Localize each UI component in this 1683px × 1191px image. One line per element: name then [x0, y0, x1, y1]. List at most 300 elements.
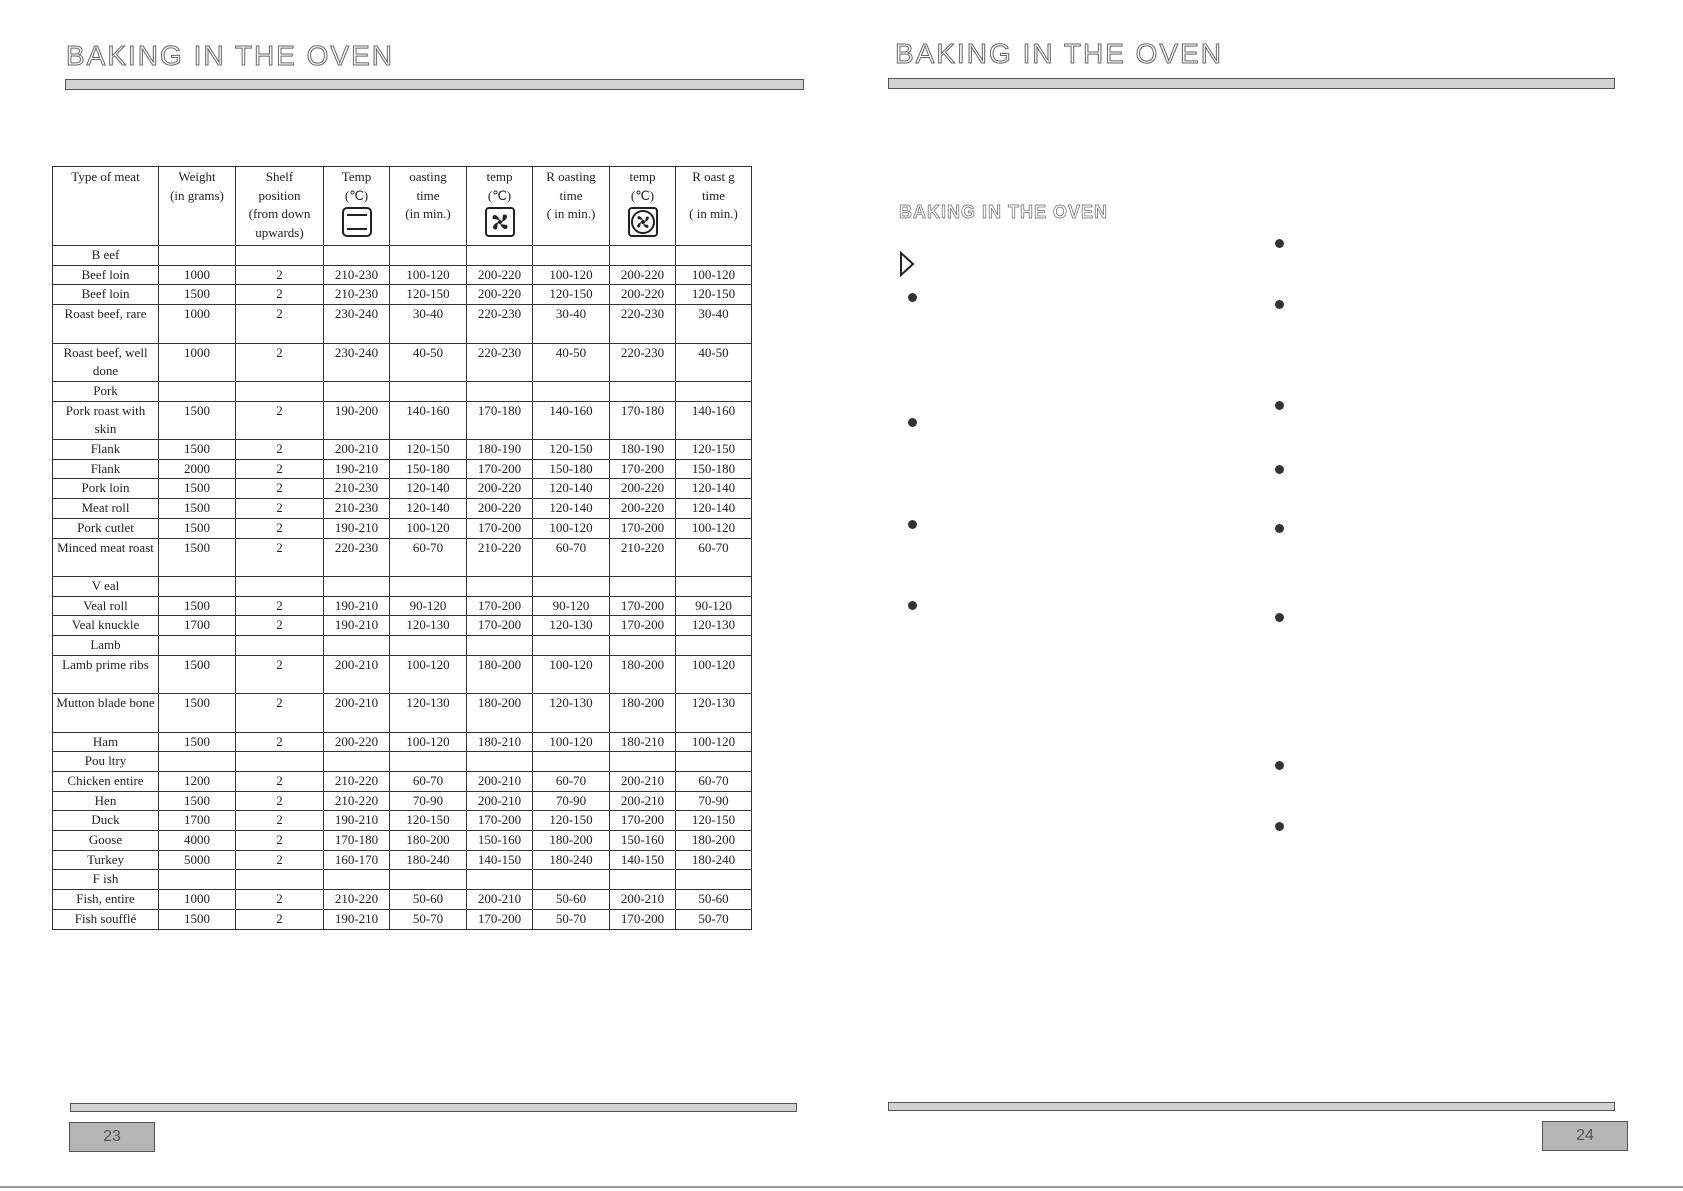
table-row: [53, 479, 752, 499]
column-header: [53, 167, 159, 246]
empty-cell: [533, 576, 610, 596]
table-cell: 210-230: [324, 285, 390, 305]
table-row: [53, 265, 752, 285]
table-cell: 170-200: [610, 596, 676, 616]
meat-type-cell: Flank: [53, 440, 159, 460]
empty-cell: [610, 576, 676, 596]
table-cell: 2: [236, 459, 324, 479]
table-row: [53, 890, 752, 910]
meat-type-cell: Beef loin: [53, 265, 159, 285]
category-row: [53, 870, 752, 890]
table-cell: 2: [236, 401, 324, 439]
table-cell: 200-210: [467, 771, 533, 791]
table-cell: 2: [236, 479, 324, 499]
category-label: Pork: [53, 381, 159, 401]
empty-cell: [236, 246, 324, 266]
table-cell: 150-180: [676, 459, 752, 479]
table-cell: 2: [236, 771, 324, 791]
table-cell: 70-90: [390, 791, 467, 811]
table-cell: 120-130: [390, 694, 467, 732]
table-cell: 120-130: [676, 616, 752, 636]
empty-cell: [236, 381, 324, 401]
empty-cell: [159, 381, 236, 401]
table-cell: 1500: [159, 791, 236, 811]
table-cell: 200-210: [610, 890, 676, 910]
empty-cell: [236, 870, 324, 890]
column-header-text: (from down: [248, 206, 311, 222]
column-header-text: (℃): [344, 187, 369, 203]
table-cell: 2: [236, 890, 324, 910]
table-cell: 1500: [159, 655, 236, 693]
title-divider-right: [888, 78, 1615, 89]
table-row: [53, 732, 752, 752]
table-cell: 220-230: [610, 343, 676, 381]
table-cell: 200-220: [467, 479, 533, 499]
table-cell: 120-150: [533, 285, 610, 305]
bullet-icon: [908, 601, 917, 610]
table-cell: 120-130: [676, 694, 752, 732]
column-header-text: R oasting: [546, 169, 596, 184]
table-cell: 120-150: [390, 285, 467, 305]
table-cell: 220-230: [610, 305, 676, 343]
table-cell: 60-70: [676, 771, 752, 791]
table-cell: 140-150: [610, 850, 676, 870]
table-cell: 180-190: [610, 440, 676, 460]
table-row: [53, 771, 752, 791]
table-row: [53, 655, 752, 693]
empty-cell: [390, 246, 467, 266]
table-cell: 140-150: [467, 850, 533, 870]
table-cell: 120-130: [533, 694, 610, 732]
table-cell: 1700: [159, 616, 236, 636]
empty-cell: [324, 381, 390, 401]
table-cell: 100-120: [390, 732, 467, 752]
table-cell: 150-160: [610, 831, 676, 851]
column-header: [390, 167, 467, 246]
table-cell: 170-200: [610, 811, 676, 831]
meat-type-cell: Pork cutlet: [53, 518, 159, 538]
table-cell: 200-220: [467, 285, 533, 305]
empty-cell: [159, 576, 236, 596]
table-cell: 200-220: [467, 499, 533, 519]
table-cell: 1700: [159, 811, 236, 831]
bullet-icon: [1275, 822, 1284, 831]
meat-type-cell: Hen: [53, 791, 159, 811]
empty-cell: [676, 381, 752, 401]
table-cell: 100-120: [676, 655, 752, 693]
table-row: [53, 305, 752, 343]
meat-type-cell: Minced meat roast: [53, 538, 159, 576]
table-cell: 50-70: [390, 909, 467, 929]
category-label: B eef: [53, 246, 159, 266]
table-cell: 60-70: [390, 771, 467, 791]
table-cell: 30-40: [533, 305, 610, 343]
table-cell: 200-210: [324, 440, 390, 460]
meat-type-cell: Meat roll: [53, 499, 159, 519]
table-row: [53, 811, 752, 831]
table-cell: 170-200: [467, 459, 533, 479]
table-cell: 50-70: [676, 909, 752, 929]
empty-cell: [324, 576, 390, 596]
table-cell: 220-230: [467, 343, 533, 381]
empty-cell: [236, 752, 324, 772]
empty-cell: [610, 752, 676, 772]
table-cell: 120-130: [533, 616, 610, 636]
table-cell: 40-50: [390, 343, 467, 381]
empty-cell: [467, 752, 533, 772]
meat-type-cell: Chicken entire: [53, 771, 159, 791]
table-cell: 120-150: [676, 440, 752, 460]
column-header-text: (in min.): [405, 206, 451, 222]
table-cell: 2: [236, 831, 324, 851]
column-header-text: oasting: [409, 169, 447, 184]
table-cell: 210-220: [324, 771, 390, 791]
fan-icon: [469, 207, 530, 243]
table-cell: 120-130: [390, 616, 467, 636]
table-cell: 230-240: [324, 305, 390, 343]
table-row: [53, 343, 752, 381]
table-cell: 220-230: [324, 538, 390, 576]
empty-cell: [610, 636, 676, 656]
table-cell: 1000: [159, 343, 236, 381]
meat-type-cell: Turkey: [53, 850, 159, 870]
table-cell: 90-120: [533, 596, 610, 616]
category-row: [53, 576, 752, 596]
page-title-right: BAKING IN THE OVEN: [895, 38, 1223, 69]
empty-cell: [676, 870, 752, 890]
table-cell: 120-140: [390, 499, 467, 519]
category-row: [53, 752, 752, 772]
table-cell: 140-160: [533, 401, 610, 439]
table-cell: 30-40: [676, 305, 752, 343]
bullet-icon: [1275, 300, 1284, 309]
table-cell: 180-200: [467, 694, 533, 732]
table-cell: 140-160: [676, 401, 752, 439]
table-cell: 210-220: [324, 791, 390, 811]
table-row: [53, 459, 752, 479]
column-header-text: Weight: [178, 169, 216, 184]
table-cell: 2: [236, 694, 324, 732]
table-row: [53, 831, 752, 851]
meat-type-cell: Fish soufflé: [53, 909, 159, 929]
table-cell: 150-180: [390, 459, 467, 479]
table-cell: 100-120: [533, 732, 610, 752]
table-cell: 170-180: [324, 831, 390, 851]
column-header-text: temp: [629, 169, 656, 184]
column-header-text: time: [559, 187, 583, 203]
column-header-text: (in grams): [170, 187, 224, 203]
bullet-icon: [1275, 401, 1284, 410]
table-cell: 2: [236, 265, 324, 285]
table-cell: 1500: [159, 518, 236, 538]
table-cell: 2: [236, 538, 324, 576]
empty-cell: [390, 381, 467, 401]
table-cell: 2: [236, 343, 324, 381]
table-row: [53, 616, 752, 636]
column-header-text: ( in min.): [546, 206, 596, 222]
table-cell: 170-200: [610, 616, 676, 636]
column-header: [236, 167, 324, 246]
empty-cell: [467, 576, 533, 596]
meat-type-cell: Veal roll: [53, 596, 159, 616]
table-cell: 100-120: [390, 265, 467, 285]
meat-type-cell: Pork loin: [53, 479, 159, 499]
page-title-left: BAKING IN THE OVEN: [66, 40, 394, 71]
empty-cell: [324, 752, 390, 772]
empty-cell: [236, 636, 324, 656]
table-cell: 180-200: [610, 655, 676, 693]
table-row: [53, 440, 752, 460]
table-cell: 230-240: [324, 343, 390, 381]
column-header-text: (℃): [487, 187, 512, 203]
table-cell: 60-70: [390, 538, 467, 576]
table-cell: 200-220: [610, 499, 676, 519]
table-cell: 90-120: [390, 596, 467, 616]
column-header-text: time: [416, 187, 440, 203]
table-cell: 2: [236, 596, 324, 616]
empty-cell: [390, 636, 467, 656]
table-cell: 100-120: [390, 655, 467, 693]
table-cell: 190-210: [324, 811, 390, 831]
table-cell: 190-210: [324, 596, 390, 616]
table-cell: 120-150: [676, 811, 752, 831]
table-row: [53, 538, 752, 576]
table-cell: 180-200: [676, 831, 752, 851]
table-cell: 100-120: [533, 265, 610, 285]
table-cell: 200-210: [324, 655, 390, 693]
column-header: [159, 167, 236, 246]
column-header-text: temp: [486, 169, 513, 184]
table-cell: 180-240: [676, 850, 752, 870]
table-cell: 120-150: [676, 285, 752, 305]
column-header: [533, 167, 610, 246]
table-cell: 1500: [159, 694, 236, 732]
empty-cell: [159, 870, 236, 890]
table-cell: 200-210: [610, 791, 676, 811]
fan-circle-icon: [612, 207, 673, 243]
column-header: [610, 167, 676, 246]
table-cell: 2: [236, 305, 324, 343]
table-cell: 1500: [159, 285, 236, 305]
empty-cell: [159, 636, 236, 656]
table-row: [53, 694, 752, 732]
table-cell: 2: [236, 285, 324, 305]
table-cell: 140-160: [390, 401, 467, 439]
page-edge-rule: [0, 1186, 1683, 1188]
column-header: [324, 167, 390, 246]
meat-type-cell: Pork roast with skin: [53, 401, 159, 439]
column-header-text: Temp: [341, 169, 372, 184]
empty-cell: [676, 246, 752, 266]
table-cell: 120-150: [533, 440, 610, 460]
category-row: [53, 636, 752, 656]
table-cell: 1500: [159, 596, 236, 616]
table-cell: 180-190: [467, 440, 533, 460]
table-cell: 60-70: [533, 771, 610, 791]
page-number-right: 24: [1542, 1121, 1628, 1151]
table-cell: 2: [236, 732, 324, 752]
table-cell: 1000: [159, 890, 236, 910]
table-cell: 150-160: [467, 831, 533, 851]
empty-cell: [324, 870, 390, 890]
table-cell: 180-210: [467, 732, 533, 752]
play-arrow-icon: [899, 251, 915, 277]
table-row: [53, 850, 752, 870]
table-cell: 160-170: [324, 850, 390, 870]
category-label: F ish: [53, 870, 159, 890]
table-cell: 210-220: [610, 538, 676, 576]
conventional-oven-icon: [326, 207, 387, 243]
empty-cell: [676, 636, 752, 656]
bullet-icon: [1275, 239, 1284, 248]
table-cell: 2: [236, 655, 324, 693]
table-cell: 1200: [159, 771, 236, 791]
empty-cell: [676, 752, 752, 772]
table-cell: 2: [236, 518, 324, 538]
table-row: [53, 518, 752, 538]
table-cell: 120-140: [390, 479, 467, 499]
table-cell: 1000: [159, 305, 236, 343]
title-divider-left: [65, 79, 804, 90]
meat-type-cell: Flank: [53, 459, 159, 479]
table-cell: 170-180: [467, 401, 533, 439]
table-cell: 220-230: [467, 305, 533, 343]
column-header-text: (℃): [630, 187, 655, 203]
table-cell: 1500: [159, 440, 236, 460]
empty-cell: [533, 246, 610, 266]
column-header-text: upwards): [255, 225, 304, 241]
table-cell: 190-210: [324, 616, 390, 636]
category-row: [53, 246, 752, 266]
table-cell: 50-70: [533, 909, 610, 929]
section-title: BAKING IN THE OVEN: [899, 202, 1109, 222]
empty-cell: [159, 752, 236, 772]
empty-cell: [467, 246, 533, 266]
footer-divider-left: [70, 1103, 797, 1112]
table-cell: 60-70: [533, 538, 610, 576]
table-cell: 30-40: [390, 305, 467, 343]
category-row: [53, 381, 752, 401]
table-cell: 180-200: [610, 694, 676, 732]
empty-cell: [467, 381, 533, 401]
category-label: Lamb: [53, 636, 159, 656]
bullet-icon: [1275, 524, 1284, 533]
table-cell: 2000: [159, 459, 236, 479]
table-cell: 90-120: [676, 596, 752, 616]
column-header: [467, 167, 533, 246]
table-cell: 200-210: [324, 694, 390, 732]
empty-cell: [610, 870, 676, 890]
empty-cell: [390, 576, 467, 596]
table-cell: 70-90: [533, 791, 610, 811]
table-cell: 170-200: [467, 518, 533, 538]
meat-type-cell: Lamb prime ribs: [53, 655, 159, 693]
roasting-table: [52, 166, 752, 930]
table-cell: 210-230: [324, 265, 390, 285]
table-cell: 170-200: [610, 909, 676, 929]
empty-cell: [467, 636, 533, 656]
table-cell: 210-220: [324, 890, 390, 910]
table-cell: 120-140: [676, 479, 752, 499]
table-cell: 120-150: [390, 440, 467, 460]
empty-cell: [533, 636, 610, 656]
meat-type-cell: Roast beef, well done: [53, 343, 159, 381]
column-header-text: R oast g: [692, 169, 735, 184]
table-cell: 180-210: [610, 732, 676, 752]
table-cell: 1500: [159, 538, 236, 576]
empty-cell: [390, 752, 467, 772]
table-cell: 180-200: [533, 831, 610, 851]
footer-divider-right: [888, 1102, 1615, 1111]
table-cell: 1000: [159, 265, 236, 285]
table-cell: 100-120: [676, 518, 752, 538]
table-cell: 120-140: [533, 499, 610, 519]
column-header-text: ( in min.): [689, 206, 738, 222]
table-cell: 4000: [159, 831, 236, 851]
table-cell: 2: [236, 616, 324, 636]
empty-cell: [610, 381, 676, 401]
column-header-text: Shelf: [265, 169, 294, 184]
table-cell: 180-200: [467, 655, 533, 693]
category-label: Pou ltry: [53, 752, 159, 772]
table-cell: 190-200: [324, 401, 390, 439]
table-cell: 190-210: [324, 459, 390, 479]
table-cell: 200-220: [610, 285, 676, 305]
table-cell: 200-220: [467, 265, 533, 285]
table-cell: 170-200: [610, 518, 676, 538]
bullet-icon: [908, 520, 917, 529]
column-header-text: time: [701, 187, 726, 203]
table-cell: 210-230: [324, 499, 390, 519]
meat-type-cell: Fish, entire: [53, 890, 159, 910]
table-cell: 120-140: [676, 499, 752, 519]
table-cell: 70-90: [676, 791, 752, 811]
bullet-icon: [908, 418, 917, 427]
bullet-icon: [908, 293, 917, 302]
meat-type-cell: Ham: [53, 732, 159, 752]
empty-cell: [610, 246, 676, 266]
table-cell: 210-220: [467, 538, 533, 576]
category-label: V eal: [53, 576, 159, 596]
table-cell: 120-150: [533, 811, 610, 831]
meat-type-cell: Veal knuckle: [53, 616, 159, 636]
empty-cell: [236, 576, 324, 596]
table-cell: 60-70: [676, 538, 752, 576]
table-cell: 100-120: [676, 265, 752, 285]
empty-cell: [467, 870, 533, 890]
table-cell: 50-60: [533, 890, 610, 910]
table-cell: 1500: [159, 909, 236, 929]
empty-cell: [390, 870, 467, 890]
table-cell: 190-210: [324, 909, 390, 929]
table-cell: 210-230: [324, 479, 390, 499]
table-cell: 200-210: [467, 791, 533, 811]
table-cell: 150-180: [533, 459, 610, 479]
meat-type-cell: Goose: [53, 831, 159, 851]
table-cell: 1500: [159, 499, 236, 519]
meat-type-cell: Beef loin: [53, 285, 159, 305]
empty-cell: [676, 576, 752, 596]
meat-type-cell: Mutton blade bone: [53, 694, 159, 732]
table-row: [53, 791, 752, 811]
table-cell: 170-200: [467, 909, 533, 929]
table-cell: 120-140: [533, 479, 610, 499]
table-cell: 100-120: [676, 732, 752, 752]
table-cell: 2: [236, 791, 324, 811]
table-cell: 2: [236, 499, 324, 519]
column-header-text: position: [258, 187, 301, 203]
table-cell: 200-220: [610, 265, 676, 285]
